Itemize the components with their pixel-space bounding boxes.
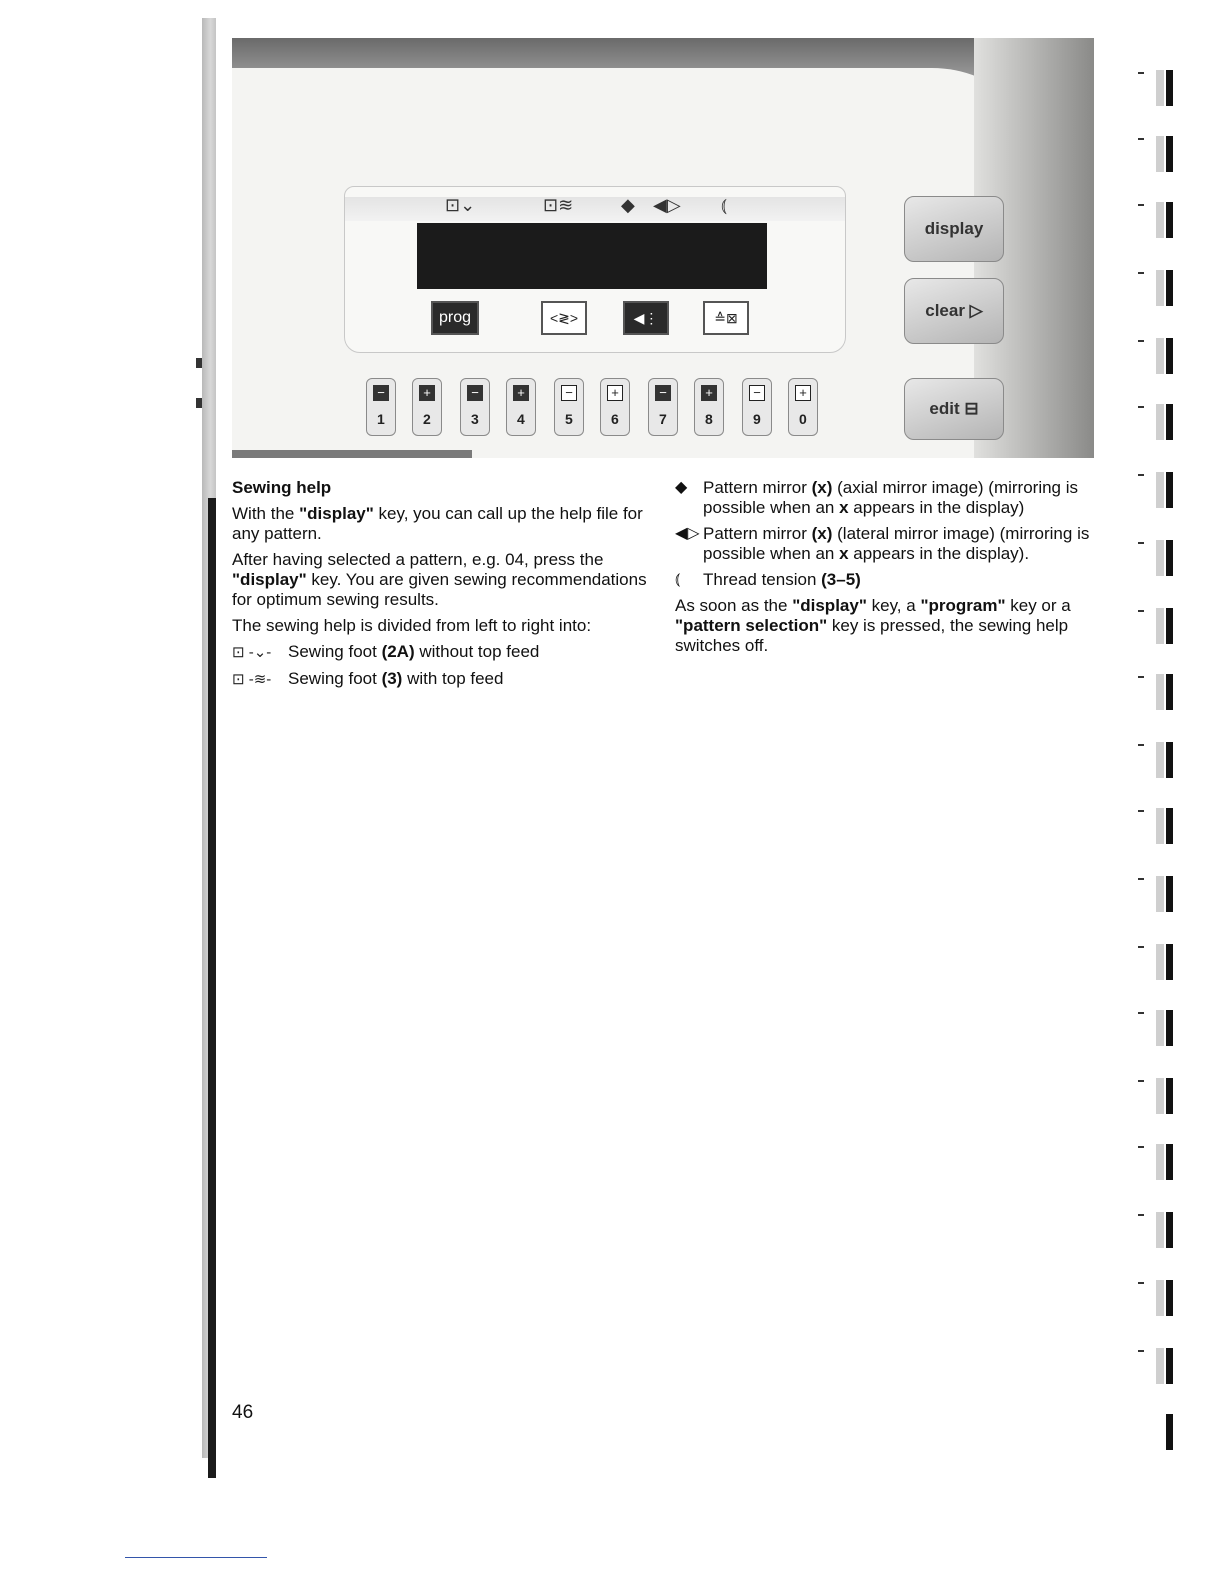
number-key-5[interactable]: − 5 [554, 378, 584, 436]
foot-no-top-feed-icon: ⊡ -⌄- [232, 644, 272, 661]
index-dash [1138, 610, 1144, 612]
index-tab [1166, 540, 1173, 576]
mirror-axial-item: ◆ Pattern mirror (x) (axial mirror image) (mirroring is possible when an x appears in the display) [675, 478, 1079, 517]
index-dash [1138, 1214, 1144, 1216]
index-tab-shade [1156, 1144, 1164, 1180]
index-dash [1138, 946, 1144, 948]
binding-strip [202, 18, 216, 1458]
index-dash [1138, 272, 1144, 274]
index-tab-shade [1156, 608, 1164, 644]
index-tab [1166, 70, 1173, 106]
control-panel-photo [232, 38, 1094, 458]
foot-2a-item: ⊡ -⌄- Sewing foot (2A) without top feed [232, 642, 540, 661]
mirror-lateral-icon: ◀▷ [675, 525, 700, 542]
tension-key[interactable]: ≙⊠ [703, 301, 749, 335]
index-tab [1166, 742, 1173, 778]
number-key-2[interactable]: + 2 [412, 378, 442, 436]
thread-tension-icon: ⦅ [675, 571, 681, 588]
index-tab [1166, 1414, 1173, 1450]
mirror-axial-icon: ◆ [621, 195, 635, 215]
index-tab [1166, 1144, 1173, 1180]
index-tab-shade [1156, 944, 1164, 980]
mirror-key[interactable]: ◀⋮ [623, 301, 669, 335]
index-tab-shade [1156, 1212, 1164, 1248]
number-key-6[interactable]: + 6 [600, 378, 630, 436]
thread-tension-item: ⦅ Thread tension (3–5) [675, 570, 861, 589]
index-tab [1166, 270, 1173, 306]
index-tab-shade [1156, 472, 1164, 508]
index-tab-shade [1156, 876, 1164, 912]
number-key-3[interactable]: − 3 [460, 378, 490, 436]
index-tab-shade [1156, 1280, 1164, 1316]
index-tab [1166, 608, 1173, 644]
index-tab-shade [1156, 1010, 1164, 1046]
index-dash [1138, 878, 1144, 880]
right-column [675, 478, 1100, 662]
division-paragraph: The sewing help is divided from left to right into: [232, 616, 592, 635]
lcd-screen [417, 223, 767, 289]
index-dash [1138, 1350, 1144, 1352]
number-key-8[interactable]: + 8 [694, 378, 724, 436]
index-tab [1166, 202, 1173, 238]
index-dash [1138, 474, 1144, 476]
foot-top-feed-icon: ⊡≋ [543, 195, 574, 215]
index-dash [1138, 1080, 1144, 1082]
index-tab [1166, 1348, 1173, 1384]
prog-key[interactable]: prog [431, 301, 479, 335]
index-tab-shade [1156, 808, 1164, 844]
clear-key[interactable]: clear ▷ [904, 278, 1004, 344]
index-tab [1166, 136, 1173, 172]
display-key[interactable]: display [904, 196, 1004, 262]
index-tab-shade [1156, 674, 1164, 710]
left-column [232, 478, 657, 696]
index-dash [1138, 406, 1144, 408]
index-tab-shade [1156, 404, 1164, 440]
section-heading: Sewing help [232, 478, 332, 497]
index-tab [1166, 808, 1173, 844]
display-panel [344, 186, 846, 353]
foot-3-item: ⊡ -≋- Sewing foot (3) with top feed [232, 669, 504, 688]
edit-key[interactable]: edit ⊟ [904, 378, 1004, 440]
index-tab [1166, 1010, 1173, 1046]
panel-icon-row [345, 197, 845, 221]
mirror-lateral-icon: ◀▷ [653, 195, 681, 215]
mirror-lateral-item: ◀▷ Pattern mirror (x) (lateral mirror image) (mirroring is possible when an x appears in the display). [675, 524, 1090, 563]
index-tab-shade [1156, 202, 1164, 238]
intro-paragraph: With the "display" key, you can call up the help file for any pattern. [232, 504, 643, 543]
thread-tension-icon: ⦅ [721, 195, 727, 215]
index-tab [1166, 944, 1173, 980]
index-tab-shade [1156, 70, 1164, 106]
page-number: 46 [232, 1402, 254, 1423]
index-dash [1138, 542, 1144, 544]
scan-edge-line [125, 1557, 267, 1558]
index-tab-shade [1156, 338, 1164, 374]
index-tab [1166, 674, 1173, 710]
index-tab [1166, 876, 1173, 912]
index-tab [1166, 404, 1173, 440]
index-tab [1166, 1212, 1173, 1248]
number-key-9[interactable]: − 9 [742, 378, 772, 436]
foot-top-feed-icon: ⊡ -≋- [232, 671, 272, 688]
index-dash [1138, 744, 1144, 746]
binding-mark [196, 398, 202, 408]
binding-mark [196, 358, 202, 368]
index-tab-shade [1156, 540, 1164, 576]
switch-off-paragraph: As soon as the "display" key, a "program" key or a "pattern selection" key is pressed, the sewing help switches off. [675, 596, 1071, 655]
number-key-1[interactable]: − 1 [366, 378, 396, 436]
index-dash [1138, 204, 1144, 206]
index-tab-shade [1156, 136, 1164, 172]
index-tab [1166, 472, 1173, 508]
number-key-7[interactable]: − 7 [648, 378, 678, 436]
index-tab-shade [1156, 270, 1164, 306]
index-dash [1138, 138, 1144, 140]
foot-no-top-feed-icon: ⊡⌄ [445, 195, 476, 215]
number-key-4[interactable]: + 4 [506, 378, 536, 436]
index-dash [1138, 72, 1144, 74]
index-tab-shade [1156, 742, 1164, 778]
instruction-paragraph: After having selected a pattern, e.g. 04, press the "display" key. You are given sewing recommendations for optimum sewing results. [232, 550, 647, 609]
index-tab [1166, 1280, 1173, 1316]
index-dash [1138, 1146, 1144, 1148]
index-tab [1166, 1078, 1173, 1114]
index-dash [1138, 1012, 1144, 1014]
index-dash [1138, 676, 1144, 678]
index-dash [1138, 1282, 1144, 1284]
pattern-select-key[interactable]: <≷> [541, 301, 587, 335]
photo-bottom-edge [232, 450, 472, 458]
mirror-axial-icon: ◆ [675, 479, 688, 496]
index-dash [1138, 340, 1144, 342]
index-tab-shade [1156, 1078, 1164, 1114]
index-tab [1166, 338, 1173, 374]
binding-strip-dark [208, 498, 216, 1478]
number-key-0[interactable]: + 0 [788, 378, 818, 436]
index-dash [1138, 810, 1144, 812]
index-tab-shade [1156, 1348, 1164, 1384]
